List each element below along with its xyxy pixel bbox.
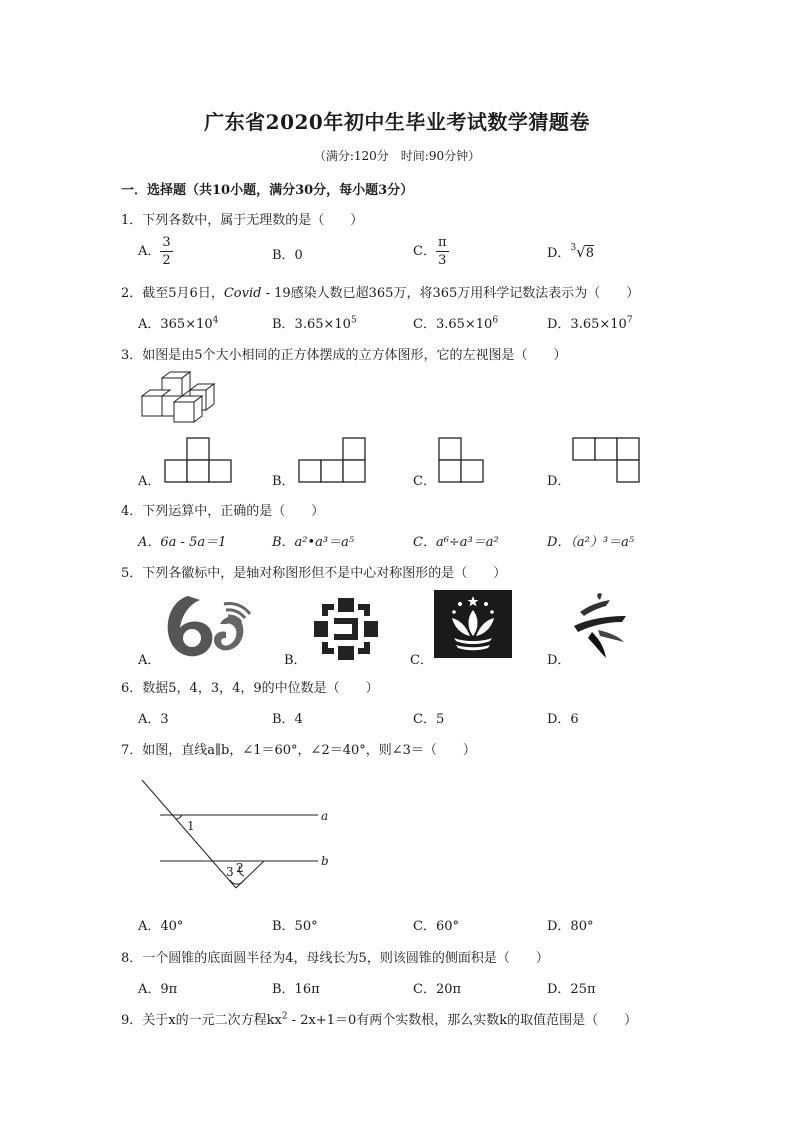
question-3-option-d: D．: [547, 474, 571, 489]
question-6-option-a: A．3: [138, 712, 169, 727]
question-7-option-a: A．40°: [138, 919, 184, 934]
question-2-option-d: D．$3.65\times 10^7$: [547, 315, 633, 332]
question-9-stem: 9．关于x的一元二次方程$kx^2 - 2x+1=0$有两个实数根，那么实数k的取值范围是（ ）: [121, 1011, 638, 1028]
question-2-option-b: B．$3.65\times 10^5$: [272, 315, 357, 332]
fraction: $\frac{3}{2}$: [162, 235, 171, 268]
logo-6g-icon: [160, 590, 256, 662]
flag-lotus-icon: [434, 590, 512, 658]
question-7-option-c: C．60°: [413, 919, 459, 934]
question-4-option-c: C．a⁶÷a³＝a²: [413, 535, 499, 550]
question-6-option-d: D．6: [547, 712, 579, 727]
question-5-option-d: D．: [547, 653, 571, 668]
question-4-option-a: A．6a - 5a＝1: [138, 535, 227, 550]
cube-stack-figure: [138, 370, 218, 426]
question-1-option-c: C． $\frac{\pi}{3}$: [413, 235, 447, 268]
question-3-option-c: C．: [413, 474, 436, 489]
line-a-label: a: [321, 809, 329, 823]
view-option-a: [164, 437, 234, 483]
section-heading: 一．选择题（共10小题，满分30分，每小题3分）: [121, 183, 414, 198]
question-4-option-b: B．a²•a³＝a⁵: [272, 535, 355, 550]
page-title: 广东省2020年初中生毕业考试数学猜题卷: [204, 110, 590, 134]
question-2-stem: 2．截至5月6日，Covid - 19感染人数已超365万，将365万用科学记数法表示为（ ）: [121, 286, 640, 301]
question-3-stem: 3．如图是由5个大小相同的正方体摆成的立方体图形，它的左视图是（ ）: [121, 348, 567, 363]
emblem-cross-icon: [312, 596, 380, 662]
question-4-stem: 4．下列运算中，正确的是（ ）: [121, 504, 325, 519]
question-8-option-a: A．9π: [138, 982, 178, 997]
question-7-option-d: D．80°: [547, 919, 594, 934]
view-option-c: [438, 437, 488, 483]
question-3-option-b: B．: [272, 474, 295, 489]
question-2-option-a: A．$365\times 10^4$: [138, 315, 219, 332]
fraction: $\frac{\pi}{3}$: [437, 235, 447, 268]
question-5-option-a: A．: [138, 653, 161, 668]
question-6-stem: 6．数据5，4，3，4，9的中位数是（ ）: [121, 681, 379, 696]
angle-2-label: 2: [236, 861, 244, 875]
question-7-stem: 7．如图，直线a∥b，∠1＝60°，∠2＝40°，则∠3＝（ ）: [121, 743, 476, 758]
view-option-b: [298, 437, 368, 483]
parallel-lines-figure: [140, 778, 340, 893]
question-2-option-c: C．$3.65\times 10^6$: [413, 315, 499, 332]
question-1-option-d: D．$^3$√8: [547, 243, 595, 261]
question-6-option-b: B．4: [272, 712, 303, 727]
question-5-option-b: B．: [284, 653, 307, 668]
question-8-option-b: B．16π: [272, 982, 320, 997]
question-8-option-d: D．25π: [547, 982, 596, 997]
question-1-option-a: A． $\frac{3}{2}$: [138, 235, 171, 268]
question-1-option-b: B．0: [272, 248, 303, 263]
cube-root: $^3$√8: [570, 243, 595, 261]
angle-3-label: 3: [226, 865, 234, 879]
question-3-option-a: A．: [138, 474, 161, 489]
logo-stroke-icon: [568, 592, 632, 660]
question-8-stem: 8．一个圆锥的底面圆半径为4，母线长为5，则该圆锥的侧面积是（ ）: [121, 951, 549, 966]
question-1-stem: 1．下列各数中，属于无理数的是（ ）: [121, 213, 364, 228]
angle-1-label: 1: [187, 819, 195, 833]
question-7-option-b: B．50°: [272, 919, 318, 934]
view-option-d: [572, 437, 642, 483]
question-5-option-c: C．: [410, 653, 433, 668]
question-8-option-c: C．20π: [413, 982, 462, 997]
line-b-label: b: [321, 854, 329, 868]
question-5-stem: 5．下列各徽标中，是轴对称图形但不是中心对称图形的是（ ）: [121, 566, 507, 581]
question-6-option-c: C．5: [413, 712, 445, 727]
question-4-option-d: D．（a²）³＝a⁵: [547, 535, 635, 550]
exam-info: （满分:120分 时间:90分钟）: [313, 149, 481, 163]
